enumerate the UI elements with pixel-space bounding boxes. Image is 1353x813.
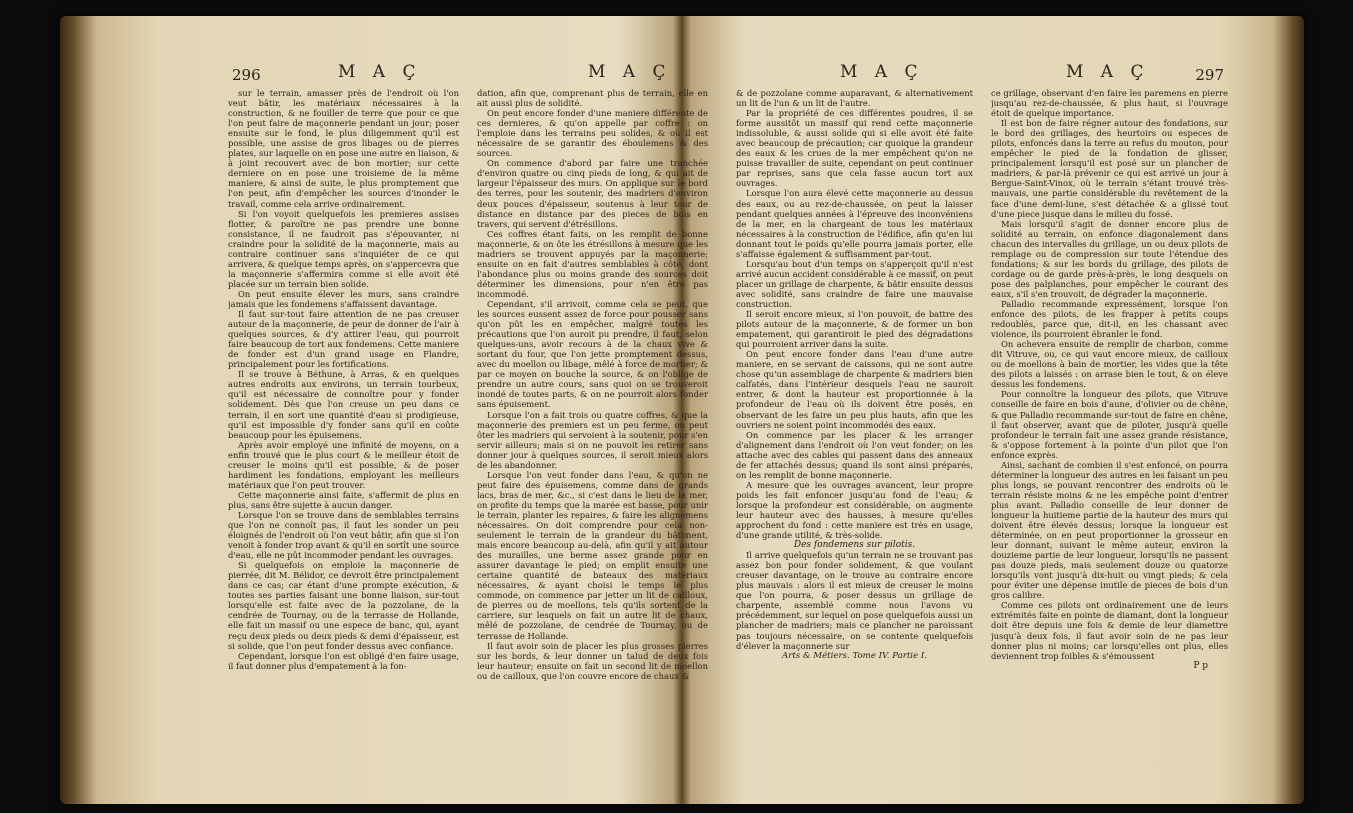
section-title: Des fondemens sur pilotis. bbox=[793, 540, 916, 551]
paragraph: Lorsque l'on se trouve dans de semblables terrains que l'on ne connoît pas, il faut les sonder un peu éloignés de l'endroit où l'on veut bâtir, afin que si l'on venoit à fonder trop avant & qu'il en sortît une source d'eau, elle ne pût incommoder pendant les ouvrages. bbox=[228, 509, 459, 561]
paragraph: On commence par les placer & les arranger d'alignement dans l'endroit où l'on veut fonder; on les attache avec des cables qui passent dans des anneaux de fer attachés dessus; quand ils sont ainsi préparés, on les remplit de bonne maçonnerie. bbox=[736, 429, 973, 480]
paragraph: Il est bon de faire régner autour des fondations, sur le bord des grillages, des heurtoirs ou especes de pilots, enfoncés dans la terre au refus du mouton, pour empêcher le pied de la fondation de glisser, principalement lorsqu'il est posé sur un plancher de madriers, & par-là prévenir ce qui est arrivé un jour à Bergue-Saint-Vinox, où le terrain s'étant trouvé très-mauvais, une partie considérable du revêtement de la face d'une demi-lune, s'est détachée & a glissé tout d'une piece jusque dans le milieu du fossé. bbox=[991, 118, 1228, 219]
paragraph: Si l'on voyoit quelquefois les premieres assises flotter, & paroître ne pas prendre une bonne consistance, il ne faudroit pas s'épouvanter, ni craindre pour la solidité de la maçonnerie, mais au contraire continuer sans s'inquiéter de ce qui arrivera, & quelque temps après, on s'appercevra que la maçonnerie s'affermira comme si elle avoit été placée sur un terrain bien solide. bbox=[228, 208, 459, 289]
headword-right-2: M A Ç bbox=[1066, 62, 1150, 82]
right-page-column-2 bbox=[991, 88, 1228, 796]
paragraph: On peut encore fonder dans l'eau d'une autre maniere, en se servant de caissons, qui ne sont autre chose qu'un assemblage de charpente & madriers bien calfatés, dans l'intérieur desquels l'eau ne sauroit entrer, & dont la hauteur est proportionnée à la profondeur de l'eau où ils doivent être posés, en observant de les faire un peu plus hauts, afin que les ouvriers ne soient point incommodés des eaux. bbox=[736, 349, 973, 430]
paragraph: Mais lorsqu'il s'agit de donner encore plus de solidité au terrain, on enfonce diagonalement dans chacun des intervalles du grillage, un ou deux pilots de remplage ou de compression sur toute l'étendue des fondations; & sur les bords du grillage, des pilots de cordage ou de garde près-à-près, le long desquels on pose des palplanches, pour empêcher le courant des eaux, s'il s'en trouvoit, de dégrader la maçonnerie. bbox=[991, 218, 1228, 299]
left-page-column-1 bbox=[228, 88, 459, 796]
paragraph: Pour connoître la longueur des pilots, que Vitruve conseille de faire en bois d'aune, d'olivier ou de chêne, & que Palladio recommande sur-tout de faire en chêne, il faut observer, avant que de piloter, jusqu'à quelle profondeur le terrain fait une assez grande résistance, & s'oppose fortement à la pointe d'un pilot que l'on enfonce exprès. bbox=[991, 389, 1228, 460]
paragraph: Palladio recommande expressément, lorsque l'on enfonce des pilots, de les frapper à petits coups redoublés, parce que, dit-il, en les chassant avec violence, ils pourroient ébranler le fond. bbox=[991, 298, 1228, 340]
paragraph: & de pozzolane comme auparavant, & alternativement un lit de l'un & un lit de l'autre. bbox=[736, 88, 973, 109]
page-number-left: 296 bbox=[232, 66, 261, 84]
paragraph: sur le terrain, amasser près de l'endroit où l'on veut bâtir, les matériaux nécessaires à la construction, & ne fouiller de terre que pour ce que l'on peut faire de maçonnerie pendant un jour; poser ensuite sur le fond, le plus diligemment qu'il est possible, une assise de gros libages ou de pierres plates, sur laquelle on en pose une autre en liaison, & à joint recouvert avec de bon mortier; sur cette derniere on en pose une troisieme de la même maniere, & ainsi de suite, le plus promptement que l'on peut, afin d'empêcher les sources d'inonder le travail, comme cela arrive ordinairement. bbox=[228, 88, 459, 209]
left-page-column-2 bbox=[477, 88, 708, 796]
paragraph: Ainsi, sachant de combien il s'est enfoncé, on pourra déterminer la longueur des autres en les faisant un peu plus longs, se pouvant rencontrer des endroits où le terrain résiste moins & ne les empêche point d'entrer plus avant. Palladio conseille de leur donner de longueur la huitieme partie de la hauteur des murs qui doivent être élevés dessus; lorsque la longueur est déterminée, on en peut proportionner la grosseur en leur donnant, suivant le même auteur, environ la douzieme partie de leur longueur, lorsqu'ils ne passent pas douze pieds, mais seulement douze ou quatorze lorsqu'ils vont jusqu'à dix-huit ou vingt pieds; & cela pour éviter une dépense inutile de pieces de bois d'un gros calibre. bbox=[991, 459, 1228, 601]
headword-left-2: M A Ç bbox=[588, 62, 672, 82]
paragraph: Ces coffres étant faits, on les remplit de bonne maçonnerie, & on ôte les étrésillons à mesure que les madriers se trouvent appuyés par la maçonnerie; ensuite on en fait d'autres semblables à côté, dont l'abondance plus ou moins grande des sources doit déterminer les dimensions, pour n'en être pas incommodé. bbox=[477, 228, 708, 299]
paragraph: On peut ensuite élever les murs, sans craindre jamais que les fondemens s'affaissent davantage. bbox=[228, 288, 459, 309]
paragraph: Si quelquefois on emploie la maçonnerie de pierrée, dit M. Bélidor, ce devroit être principalement dans ce cas; car étant d'une prompte exécution, & toutes ses parties faisant une bonne liaison, sur-tout lorsqu'elle est faite avec de la pozzolane, de la cendrée de Tournay, ou de la terrasse de Hollande, elle fait un massif ou une espece de banc, qui, ayant reçu deux pieds ou deux pieds & demi d'épaisseur, est si solide, que l'on peut fonder dessus avec confiance. bbox=[228, 560, 459, 651]
paragraph: Par la propriété de ces différentes poudres, il se forme aussitôt un massif qui rend cette maçonnerie indissoluble, & aussi solide qui si elle avoit été faite avec beaucoup de précaution; car quoique la grandeur des eaux & les crues de la mer empêchent qu'on ne puisse travailler de suite, cependant on peut continuer par reprises, sans que cela fasse aucun tort aux ouvrages. bbox=[736, 108, 973, 189]
paragraph: Après avoir employé une infinité de moyens, on a enfin trouvé que le plus court & le meilleur étoit de creuser le moins qu'il est possible, & de poser hardiment les fondations, employant les meilleurs matériaux que l'on peut trouver. bbox=[228, 439, 459, 490]
page-number-right: 297 bbox=[1195, 66, 1224, 84]
headword-left-1: M A Ç bbox=[338, 62, 422, 82]
paragraph: Lorsque l'on a fait trois ou quatre coffres, & que la maçonnerie des premiers est un peu ferme, on peut ôter les madriers qui servoient à la soutenir, pour s'en servir ailleurs; mais si on ne pouvoit les retirer sans donner jour à quelques sources, il seroit mieux alors de les abandonner. bbox=[477, 409, 708, 470]
running-head-left bbox=[228, 56, 708, 84]
left-page bbox=[228, 56, 708, 796]
paragraph: Lorsque l'on veut fonder dans l'eau, & qu'on ne peut faire des épuisemens, comme dans de grands lacs, bras de mer, &c., si c'est dans le lieu de la mer, on profite du temps que la marée est basse, pour unir le terrain, planter les repaires, & faire les alignemens nécessaires. On doit comprendre pour cela non-seulement le terrain de la grandeur du bâtiment, mais encore beaucoup au-delà, afin qu'il y ait autour des murailles, une berme assez grande pour en assurer davantage le pied; on emplit ensuite une certaine quantité de bateaux des matériaux nécessaires, & ayant choisi le temps le plus commode, on commence par jetter un lit de cailloux, de pierres ou de moellons, tels qu'ils sortent de la carriere, sur lesquels on fait un autre lit de chaux, mêlé de pozzolane, de cendrée de Tournay, ou de terrasse de Hollande. bbox=[477, 469, 708, 641]
right-page-column-1 bbox=[736, 88, 973, 796]
paragraph: Lorsque l'on aura élevé cette maçonnerie au dessus des eaux, ou au rez-de-chaussée, on peut la laisser pendant quelques années à l'épreuve des inconvéniens de la mer, en la chargeant de tous les matériaux nécessaires à la construction de l'édifice, afin qu'en lui donnant tout le poids qu'elle pourra jamais porter, elle s'affaisse également & suffisamment par-tout. bbox=[736, 188, 973, 259]
right-page bbox=[736, 56, 1228, 796]
paragraph: On peut encore fonder d'une maniere différente de ces dernieres, & qu'on appelle par coffre : on l'emploie dans les terrains peu solides, & où il est nécessaire de se garantir des éboulemens & des sources. bbox=[477, 108, 708, 159]
paragraph: Il faut avoir soin de placer les plus grosses pierres sur les bords, & leur donner un talud de deux fois leur hauteur; ensuite on fait un second lit de moellon ou de cailloux, que l'on couvre encore de chaux & bbox=[477, 640, 708, 681]
paragraph: Il faut sur-tout faire attention de ne pas creuser autour de la maçonnerie, de peur de donner de l'air à quelques sources, & d'y attirer l'eau, qui pourroit faire beaucoup de tort aux fondemens. Cette maniere de fonder est d'un grand usage en Flandre, principalement pour les fortifications. bbox=[228, 309, 459, 370]
paragraph: On achevera ensuite de remplir de charbon, comme dit Vitruve, ou, ce qui vaut encore mieux, de cailloux ou de moellons à bain de mortier, les vides que la tête des pilots a laissés : on arrase bien le tout, & on éleve dessus les fondemens. bbox=[991, 339, 1228, 390]
paragraph: A mesure que les ouvrages avancent, leur propre poids les fait enfoncer jusqu'au fond de l'eau; & lorsque la profondeur est considérable, on augmente leur hauteur avec des hausses, à mesure qu'elles approchent du fond : cette maniere est très en usage, d'une grande utilité, & très-solide. bbox=[736, 479, 973, 541]
page-footer: Arts & Métiers. Tome IV. Partie I. bbox=[782, 650, 927, 661]
paragraph: Il seroit encore mieux, si l'on pouvoit, de battre des pilots autour de la maçonnerie, & de former un bon empatement, qui garantiroit le pied des dégradations qui pourroient arriver dans la suite. bbox=[736, 309, 973, 350]
paragraph: Cependant, lorsque l'on est obligé d'en faire usage, il faut donner plus d'empatement à la fon- bbox=[228, 650, 459, 671]
signature-mark: P p bbox=[1193, 660, 1208, 671]
paragraph: ce grillage, observant d'en faire les paremens en pierre jusqu'au rez-de-chaussée, & plus haut, si l'ouvrage étoit de quelque importance. bbox=[991, 88, 1228, 119]
running-head-right bbox=[736, 56, 1228, 84]
paragraph: Il se trouve à Béthune, à Arras, & en quelques autres endroits aux environs, un terrain tourbeux, qu'il est nécessaire de connoître pour y fonder solidement. Dès que l'on creuse un peu dans ce terrain, il en sort une quantité d'eau si prodigieuse, qu'il est impossible d'y fonder sans qu'il en coûte beaucoup pour les épuisemens. bbox=[228, 369, 459, 440]
paragraph: Cependant, s'il arrivoit, comme cela se peut, que les sources eussent assez de force pour pousser sans qu'on pût les en empêcher, malgré toutes les précautions que l'on auroit pu prendre, il faut, selon quelques-uns, avoir recours à de la chaux vive & sortant du four, que l'on jette promptement dessus, avec du moellon ou libage, mêlé à force de mortier; & par ce moyen on bouche la source, & on l'oblige de prendre un autre cours, sans quoi on se trouveroit inondé de toutes parts, & on ne pourroit alors fonder sans épuisement. bbox=[477, 298, 708, 410]
headword-right-1: M A Ç bbox=[840, 62, 924, 82]
paragraph: Il arrive quelquefois qu'un terrain ne se trouvant pas assez bon pour fonder solidement, & que voulant creuser davantage, on le trouve au contraire encore plus mauvais : alors il est mieux de creuser le moins que l'on pourra, & poser dessus un grillage de charpente, assemblé comme nous l'avons vu précédemment, sur lequel on pose quelquefois aussi un plancher de madriers; mais ce plancher ne paroissant pas toujours nécessaire, on se contente quelquefois d'élever la maçonnerie sur bbox=[736, 550, 973, 651]
book-spread bbox=[60, 16, 1304, 804]
paragraph: Lorsqu'au bout d'un temps on s'apperçoit qu'il n'est arrivé aucun accident considérable à ce massif, on peut placer un grillage de charpente, & bâtir ensuite dessus avec solidité, sans craindre de faire une mauvaise construction. bbox=[736, 258, 973, 309]
paragraph: Comme ces pilots ont ordinairement une de leurs extrémités faite en pointe de diamant, dont la longueur doit être depuis une fois & demie de leur diamettre jusqu'à deux fois, il faut avoir soin de ne pas leur donner plus ni moins; car lorsqu'elles ont plus, elles deviennent trop foibles & s'émoussent bbox=[991, 600, 1228, 661]
paragraph: Cette maçonnerie ainsi faite, s'affermit de plus en plus, sans être sujette à aucun danger. bbox=[228, 489, 459, 510]
paragraph: On commence d'abord par faire une tranchée d'environ quatre ou cinq pieds de long, & qui ait de largeur l'épaisseur des murs. On applique sur le bord des terres, pour les soutenir, des madriers d'environ deux pouces d'épaisseur, soutenus à leur tour de distance en distance par des pieces de bois en travers, qui servent d'étrésillons. bbox=[477, 158, 708, 229]
paragraph: dation, afin que, comprenant plus de terrain, elle en ait aussi plus de solidité. bbox=[477, 88, 708, 109]
